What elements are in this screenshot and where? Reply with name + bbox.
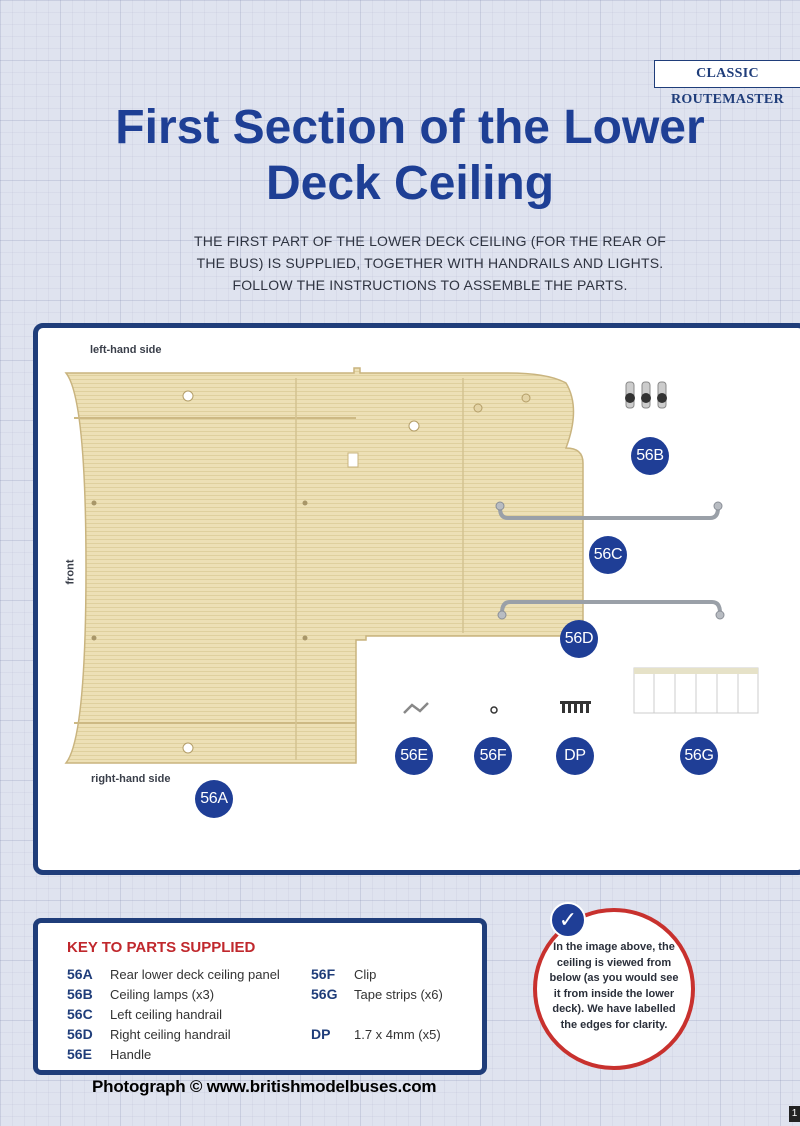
key-desc: Left ceiling handrail (110, 1007, 223, 1022)
intro-line-1: THE FIRST PART OF THE LOWER DECK CEILING (FOR THE REAR OF (194, 233, 666, 249)
part-badge-56d: 56D (560, 620, 598, 658)
key-item-56e (67, 1046, 307, 1066)
key-desc: 1.7 x 4mm (x5) (354, 1027, 441, 1042)
part-badge-56f: 56F (474, 737, 512, 775)
key-item-56c (67, 1006, 307, 1026)
key-code: 56F (311, 966, 336, 982)
title-line-1: First Section of the Lower (115, 101, 705, 154)
key-item-56b (67, 986, 307, 1006)
key-code: 56G (311, 986, 338, 1002)
intro-line-2: THE BUS) IS SUPPLIED, TOGETHER WITH HANDRAILS AND LIGHTS. (196, 255, 664, 271)
key-item-dp (311, 1026, 471, 1046)
key-code: 56D (67, 1026, 93, 1042)
handle-56e (404, 703, 428, 713)
key-desc: Ceiling lamps (x3) (110, 987, 215, 1002)
intro-text (150, 230, 710, 296)
key-to-parts-panel (33, 918, 487, 1075)
key-desc: Tape strips (x6) (354, 987, 443, 1002)
part-badge-56g: 56G (680, 737, 718, 775)
left-hand-side-label: left-hand side (90, 344, 162, 356)
key-desc: Rear lower deck ceiling panel (110, 967, 280, 982)
clip-56f (491, 707, 497, 713)
key-code: 56B (67, 986, 93, 1002)
key-desc: Right ceiling handrail (110, 1027, 231, 1042)
ceiling-panel-56a (66, 368, 583, 763)
right-hand-side-label: right-hand side (91, 773, 171, 785)
key-item-56a (67, 966, 307, 986)
key-item-56f (311, 966, 471, 986)
checkmark-icon: ✓ (550, 902, 586, 938)
part-badge-56b: 56B (631, 437, 669, 475)
key-code: 56E (67, 1046, 92, 1062)
key-desc: Clip (354, 967, 377, 982)
key-item-56g (311, 986, 471, 1006)
key-code: 56A (67, 966, 93, 982)
tape-strips-56g (634, 668, 758, 713)
screws-dp (560, 701, 591, 713)
part-badge-dp: DP (556, 737, 594, 775)
page-title (40, 100, 780, 212)
parts-photo-panel (33, 323, 800, 875)
key-code: DP (311, 1026, 331, 1042)
ceiling-lamps-56b (625, 382, 667, 408)
note-text: In the image above, the ceiling is viewed from below (as you would see it from inside the lower deck). We have labelled the edges for clarity. (549, 941, 679, 1031)
key-desc: Handle (110, 1047, 152, 1062)
title-line-2: Deck Ceiling (265, 157, 555, 210)
series-tag: CLASSIC ROUTEMASTER (654, 60, 800, 88)
key-title: KEY TO PARTS SUPPLIED (67, 939, 256, 956)
parts-illustration (38, 328, 800, 870)
part-badge-56a: 56A (195, 780, 233, 818)
intro-line-3: FOLLOW THE INSTRUCTIONS TO ASSEMBLE THE PARTS. (232, 277, 628, 293)
photo-credit: Photograph © www.britishmodelbuses.com (92, 1077, 437, 1096)
key-item-56d (67, 1026, 307, 1046)
front-label: front (64, 559, 77, 585)
part-badge-56e: 56E (395, 737, 433, 775)
key-code: 56C (67, 1006, 93, 1022)
page-marker: 1 (789, 1106, 800, 1122)
part-badge-56c: 56C (589, 536, 627, 574)
